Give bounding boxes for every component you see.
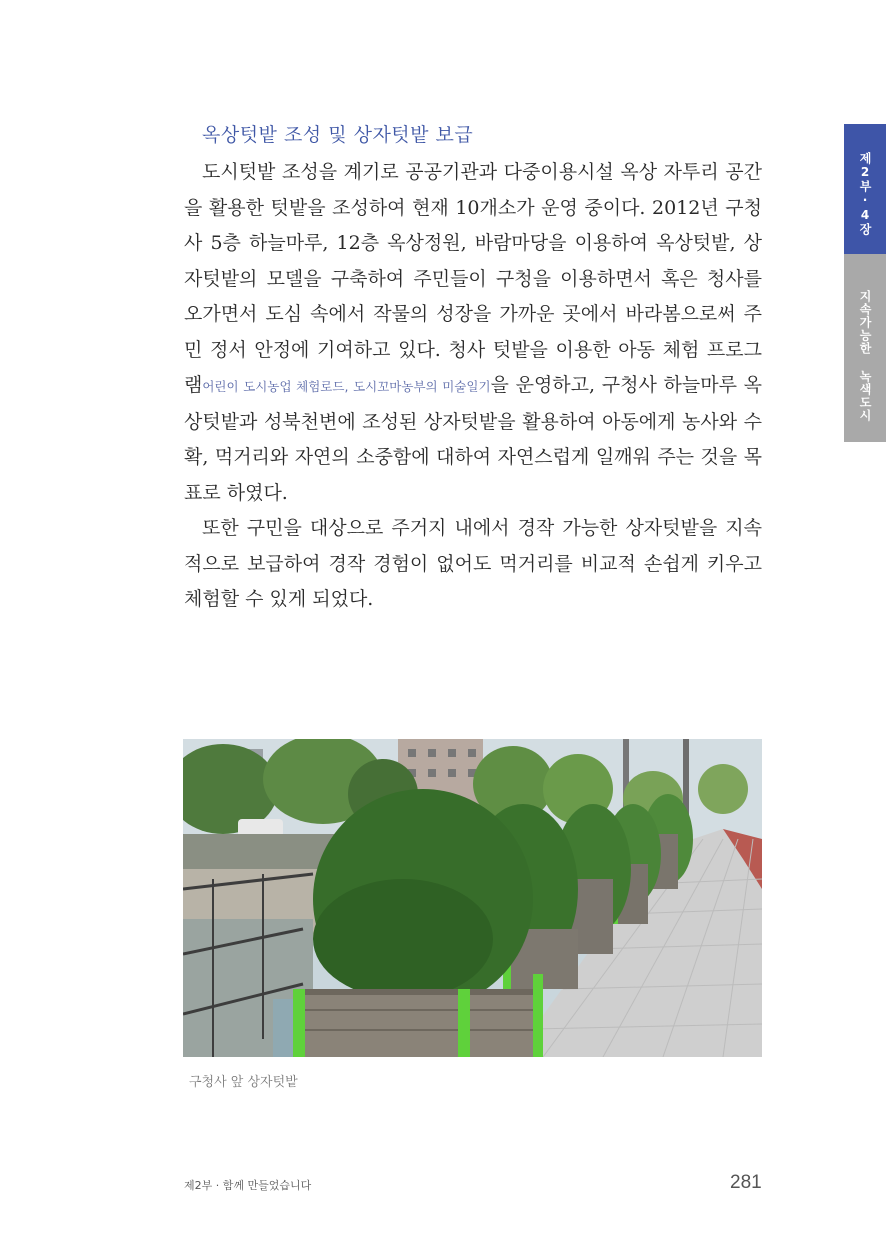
photo-caption: 구청사 앞 상자텃밭 [189, 1075, 298, 1090]
paragraph-2: 또한 구민을 대상으로 주거지 내에서 경작 가능한 상자텃밭을 지속적으로 보급하여 경작 경험이 없어도 먹거리를 비교적 손쉽게 키우고 체험할 수 있게 되었다. [184, 517, 762, 610]
planter-photo-illustration [183, 739, 762, 1057]
footer-running-title: 제2부 · 함께 만들었습니다 [184, 1179, 312, 1192]
chapter-tab-label: 지속가능한 녹색도시 [858, 290, 872, 422]
paragraph-1-rest: 을 운영하고, 구청사 하늘마루 옥상텃밭과 성북천변에 조성된 상자텃밭을 활용하여 아동에게 농사와 수확, 먹거리와 자연의 소중함에 대하여 자연스럽게 일깨워 주는 것을 목표로 하였다. [184, 374, 762, 504]
chapter-tab [844, 254, 886, 442]
page-number: 281 [730, 1172, 762, 1193]
section-heading: 옥상텃밭 조성 및 상자텃밭 보급 [202, 124, 474, 146]
part-tab [844, 124, 886, 254]
paragraph-1 [184, 155, 762, 511]
paragraph-1-main: 도시텃밭 조성을 계기로 공공기관과 다중이용시설 옥상 자투리 공간을 활용한 텃밭을 조성하여 현재 10개소가 운영 중이다. 2012년 구청사 5층 하늘마루, 12층 옥상정원, 바람마당을 이용하여 옥상텃밭, 상자텃밭의 모델을 구축하여 주민들이 구청을 이용하면서 혹은 청사를 오가면서 도심 속에서 작물의 성장을 가까운 곳에서 바라봄으로써 주민 정서 안정에 기여하고 있다. 청사 텃밭을 이용한 아동 체험 프로그램 [184, 161, 762, 396]
planter-photo [183, 739, 762, 1057]
part-tab-label: 제2부·4장 [858, 152, 872, 236]
program-note: 어린이 도시농업 체험로드, 도시꼬마농부의 미술일기 [202, 379, 491, 394]
body-text [184, 155, 762, 618]
